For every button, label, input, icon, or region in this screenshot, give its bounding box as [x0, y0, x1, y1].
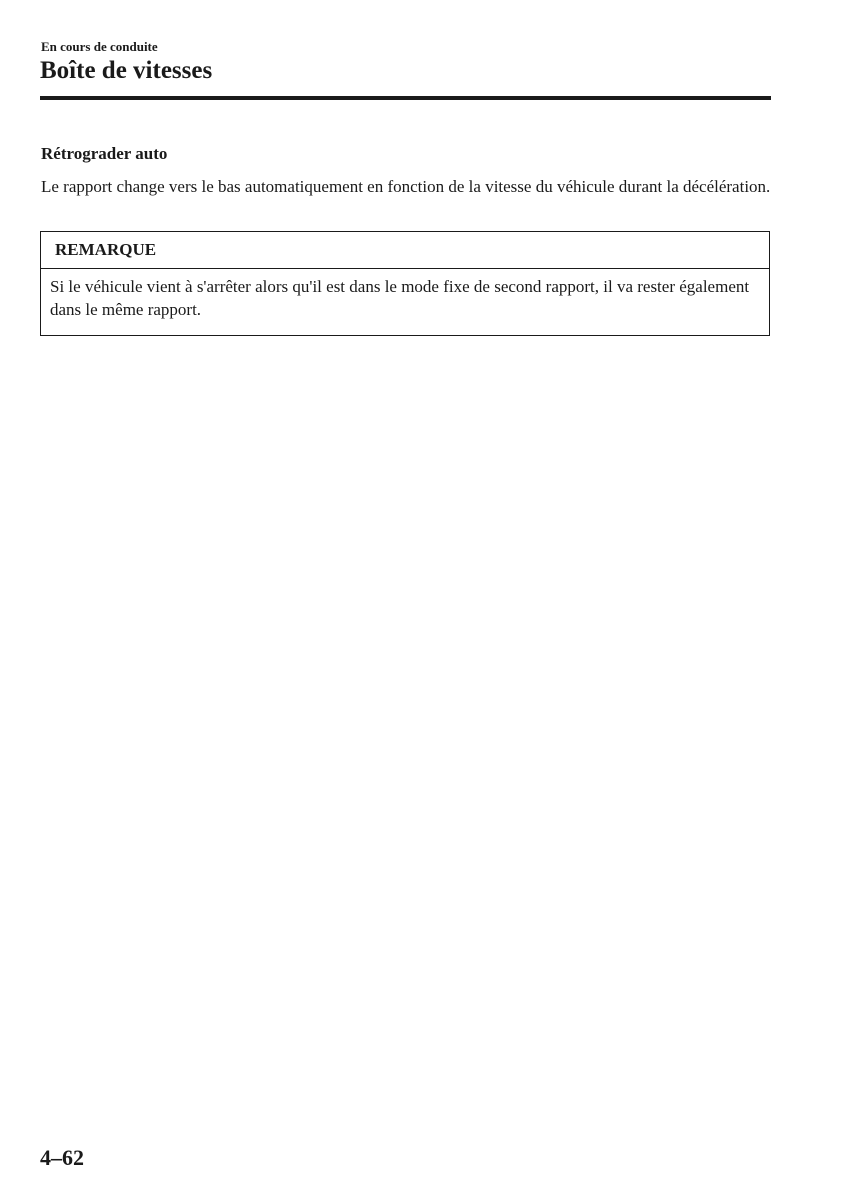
page-title: Boîte de vitesses: [40, 57, 213, 84]
note-label: REMARQUE: [41, 232, 769, 269]
note-box: [40, 231, 770, 336]
subheading-retrograder-auto: Rétrograder auto: [41, 144, 168, 163]
note-text: Si le véhicule vient à s'arrêter alors qu'il est dans le mode fixe de second rapport, il va rester également dans le même rapport.: [50, 277, 750, 319]
section-label: En cours de conduite: [41, 39, 158, 54]
body-paragraph: Le rapport change vers le bas automatiquement en fonction de la vitesse du véhicule durant la décélération.: [41, 177, 771, 196]
page-number: 4–62: [40, 1145, 84, 1170]
title-divider: [40, 96, 771, 100]
